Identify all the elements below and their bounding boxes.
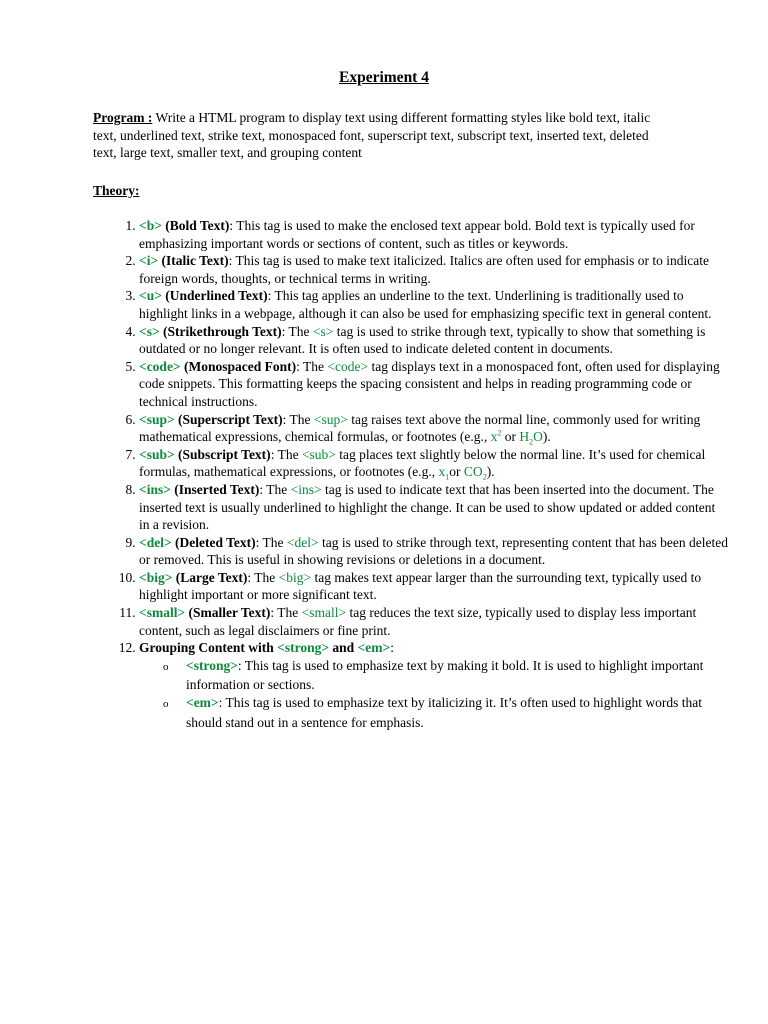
list-item (139, 569, 729, 604)
item-tag: <small> (139, 605, 186, 621)
item-tag: <big> (139, 569, 173, 585)
item-term: (Subscript Text) (174, 446, 271, 462)
item-text: tag places text slightly below the normal line. It’s used for chemical formulas, mathematical expressions, or footnotes (e.g., (139, 446, 706, 480)
inline-tag: <sub> (301, 446, 336, 462)
item-text: tag raises text above the normal line, commonly used for writing mathematical expressions, chemical formulas, or footnotes (e.g., (139, 411, 701, 445)
inline-tag: <small> (301, 605, 347, 621)
item-tag: <sub> (139, 446, 175, 462)
program-statement (93, 109, 673, 162)
example-x-squared: $x^2$ (490, 428, 502, 445)
circle-bullet-icon: o (163, 660, 169, 673)
item-tag: <u> (139, 288, 162, 304)
list-item (139, 358, 729, 411)
item-pre: : The (270, 446, 302, 462)
example-co2: $CO_2$ (463, 464, 487, 482)
item-text: : This tag is used to make text italicized. Italics are often used for emphasis or to indicate foreign words, thoughts, or technical terms in writing. (139, 253, 709, 286)
item-term: (Bold Text) (161, 218, 230, 233)
item-term: (Superscript Text) (174, 411, 283, 427)
sub-list-item (163, 694, 729, 731)
item-mid: or (501, 429, 520, 445)
inline-tag: <big> (278, 569, 312, 585)
list-item (139, 481, 729, 534)
list-item (139, 323, 729, 358)
item-tag: <b> (139, 218, 162, 233)
item-text: : This tag applies an underline to the text. Underlining is traditionally used to highlight links in a webpage, although it can also be used for emphasizing specific text in general content. (139, 288, 712, 321)
grouping-sublist (139, 657, 729, 731)
item-pre: : The (296, 358, 328, 374)
list-item (139, 446, 729, 481)
list-item (139, 411, 729, 446)
item-term: (Monospaced Font) (180, 358, 297, 374)
item-term: (Smaller Text) (185, 605, 271, 621)
grouping-tag-em: <em> (357, 640, 391, 656)
sub-list-item (163, 657, 729, 694)
item-tag: <code> (139, 358, 181, 374)
program-text: Write a HTML program to display text using different formatting styles like bold text, italic text, underlined text, strike text, monospaced font, superscript text, subscript text, inserted text, deleted text, large text, smaller text, and grouping content (93, 110, 651, 161)
list-item (139, 604, 729, 639)
example-h2o: $H_2O$ (519, 429, 543, 447)
item-text: tag reduces the text size, typically used to display less important content, such as legal disclaimers or fine print. (139, 605, 697, 638)
item-text: : This tag is used to make the enclosed text appear bold. Bold text is typically used for emphasizing important words or sections of content, such as titles or keywords. (139, 218, 695, 251)
example-x1: $x_1$ (438, 464, 450, 482)
item-text: tag displays text in a monospaced font, often used for displaying code snippets. This formatting keeps the spacing consistent and helps in reading programming code or technical instructions. (139, 358, 720, 409)
page-title: Experiment 4 (339, 69, 429, 86)
inline-tag: <s> (312, 323, 334, 339)
sub-item-tag: <em> (186, 695, 219, 711)
list-item (139, 217, 729, 252)
item-pre: : The (281, 323, 313, 339)
item-term: (Inserted Text) (170, 481, 260, 497)
sub-item-tag: <strong> (186, 657, 238, 673)
list-item (139, 534, 729, 569)
item-term: (Underlined Text) (161, 288, 268, 304)
item-text: tag is used to strike through text, representing content that has been deleted or removed. This is useful in showing revisions or deletions in a document. (139, 534, 728, 568)
grouping-and: and (329, 640, 358, 656)
inline-tag: <del> (286, 534, 319, 550)
list-item (139, 287, 729, 322)
grouping-tag-strong: <strong> (277, 640, 330, 656)
inline-tag: <ins> (290, 481, 322, 497)
theory-heading: Theory: (93, 183, 140, 198)
program-label: Program : (93, 110, 153, 125)
item-pre: : The (270, 605, 302, 621)
item-pre: : The (259, 481, 291, 497)
item-text: tag is used to strike through text, typically to show that something is outdated or no longer relevant. It is often used to indicate deleted content in documents. (139, 323, 706, 357)
item-tag: <sup> (139, 411, 175, 427)
item-end: ). (542, 429, 551, 445)
sub-item-text: : This tag is used to emphasize text by making it bold. It is used to highlight important information or sections. (186, 657, 704, 693)
item-term: (Large Text) (172, 569, 248, 585)
item-pre: : The (282, 411, 314, 427)
item-tag: <s> (139, 323, 160, 339)
item-tag: <del> (139, 534, 172, 550)
item-pre: : The (255, 534, 287, 550)
grouping-label: Grouping Content with (139, 640, 278, 656)
list-item-grouping (139, 639, 729, 731)
list-item (139, 252, 729, 287)
sub-item-text: : This tag is used to emphasize text by italicizing it. It’s often used to highlight words that should stand out in a sentence for emphasis. (186, 695, 703, 730)
grouping-colon: : (390, 640, 394, 656)
inline-tag: <sup> (313, 411, 348, 427)
item-text: tag makes text appear larger than the surrounding text, typically used to highlight important or more significant text. (139, 569, 702, 603)
item-term: (Strikethrough Text) (159, 323, 282, 339)
item-tag: <ins> (139, 481, 171, 497)
circle-bullet-icon: o (163, 698, 169, 711)
item-end: ). (486, 464, 495, 480)
theory-list (93, 217, 729, 731)
item-tag: <i> (139, 253, 159, 269)
item-text: tag is used to indicate text that has been inserted into the document. The inserted text is usually underlined to highlight the change. It can be used to show updated or added content in a revision. (139, 481, 716, 533)
item-mid: or (449, 464, 464, 480)
item-pre: : The (247, 569, 279, 585)
item-term: (Deleted Text) (171, 534, 256, 550)
inline-tag: <code> (327, 358, 369, 374)
item-term: (Italic Text) (158, 253, 229, 269)
